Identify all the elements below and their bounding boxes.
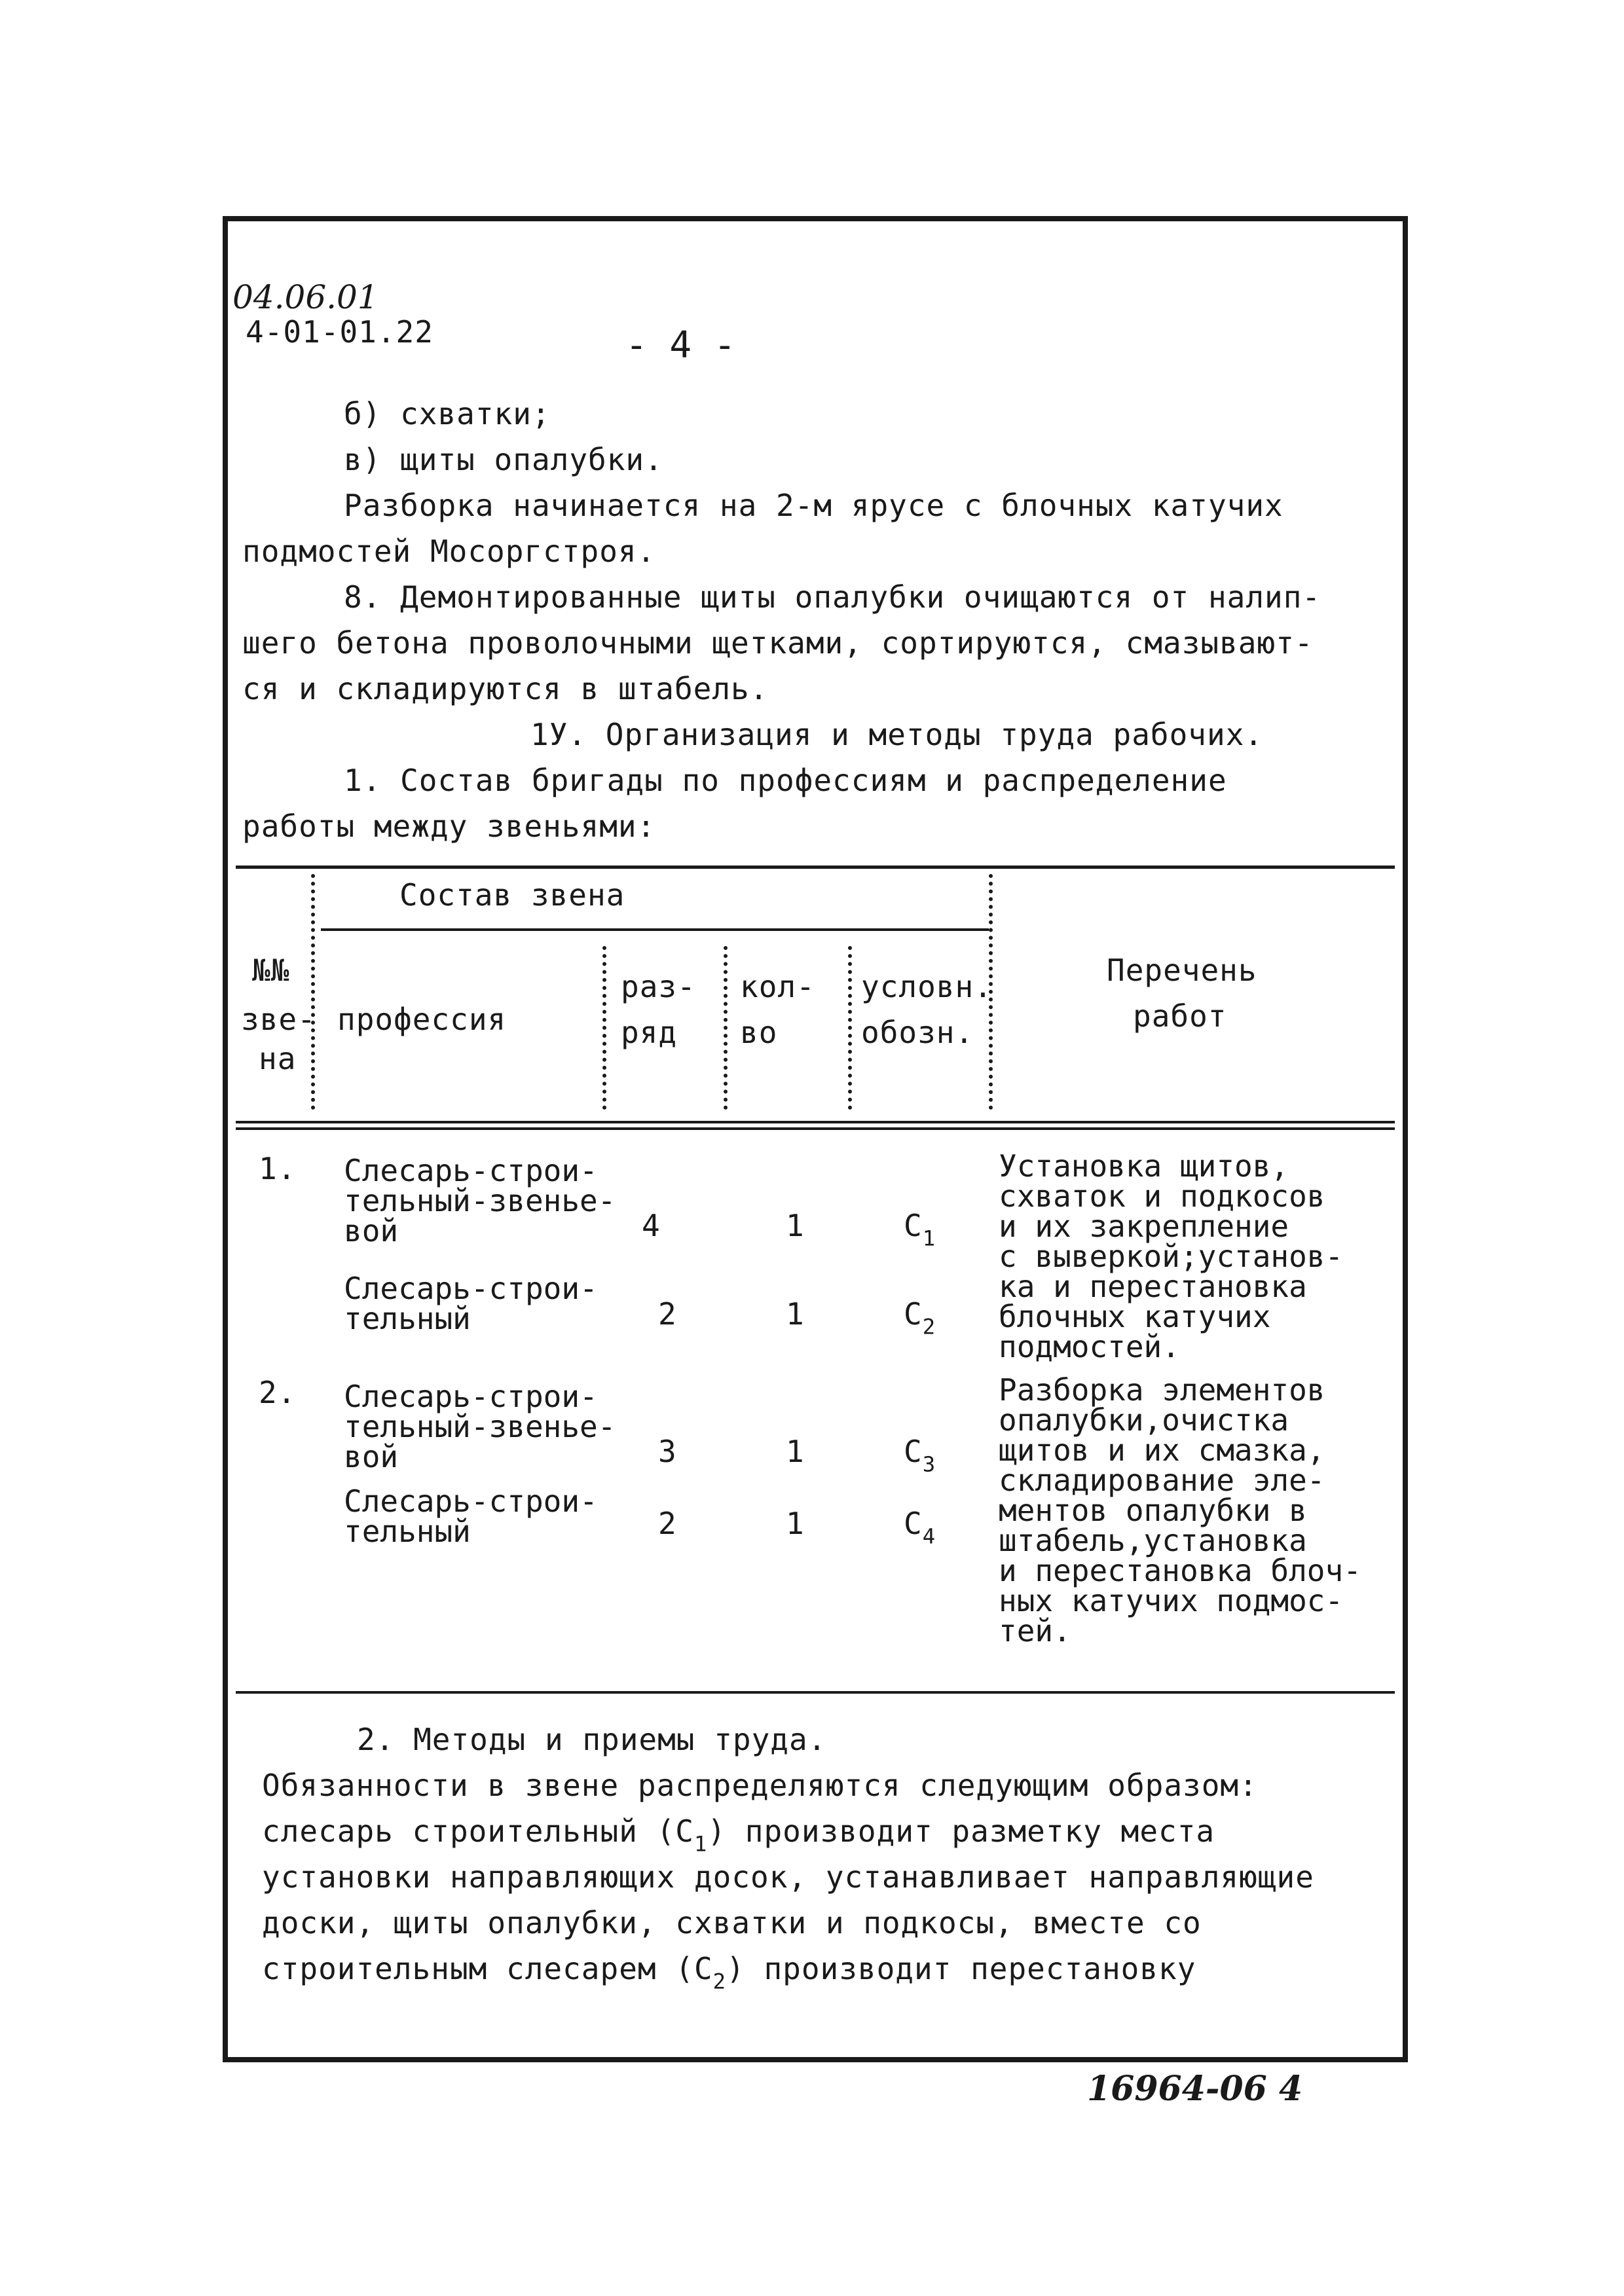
count-cell: 1 [786, 1506, 805, 1541]
symbol-cell [904, 1506, 936, 1548]
symbol-index: 1 [922, 1226, 936, 1251]
paragraph-line: установки направляющих досок, устанавливает направляющие [262, 1859, 1314, 1895]
profession-line: Слесарь-строи- [344, 1271, 598, 1306]
profession-line: вой [344, 1213, 399, 1248]
column-group-header: Состав звена [399, 877, 625, 913]
paragraph-line [262, 1951, 1196, 1994]
column-header-profession: профессия [337, 1002, 507, 1037]
table-top-rule [236, 866, 1395, 869]
symbol-index: 4 [922, 1523, 936, 1549]
symbol-cell [904, 1296, 936, 1339]
works-line: Установка щитов, [999, 1148, 1289, 1184]
text-run: ) производит разметку места [707, 1813, 1215, 1849]
works-cell [999, 1372, 1361, 1649]
group-header-rule [321, 928, 989, 931]
works-line: тей. [999, 1613, 1071, 1649]
column-header-symbol: условн. [861, 969, 993, 1004]
count-cell: 1 [786, 1434, 805, 1469]
works-line: опалубки,очистка [999, 1402, 1289, 1438]
column-header-works: Перечень [1107, 953, 1257, 988]
text-run: слесарь строительный (С [262, 1813, 694, 1849]
paragraph-line [262, 1813, 1215, 1856]
works-line: и перестановка блоч- [999, 1553, 1361, 1588]
column-header-count: кол- [740, 969, 815, 1004]
symbol-index: 2 [712, 1969, 727, 1994]
works-line: складирование эле- [999, 1463, 1325, 1498]
column-header-works: работ [1133, 998, 1227, 1034]
column-separator [311, 874, 320, 1110]
profession-line: тельный [344, 1514, 471, 1549]
column-header-symbol: обозн. [861, 1015, 974, 1050]
profession-line: тельный-звенье- [344, 1183, 616, 1218]
works-line: с выверкой;установ- [999, 1239, 1344, 1274]
works-line: штабель,установка [999, 1523, 1307, 1558]
column-separator [724, 946, 733, 1110]
profession-cell [344, 1484, 598, 1549]
header-rule-2 [236, 1127, 1395, 1130]
profession-line: тельный-звенье- [344, 1409, 616, 1444]
symbol-cell [904, 1208, 936, 1250]
table-bottom-rule [236, 1691, 1395, 1694]
symbol-letter: C [904, 1506, 923, 1541]
column-header-grade: ряд [621, 1015, 678, 1050]
profession-line: вой [344, 1439, 399, 1474]
profession-cell [344, 1273, 598, 1334]
works-line: ных катучих подмос- [999, 1583, 1344, 1618]
column-header-number: на [259, 1041, 297, 1076]
paragraph-line: работы между звеньями: [242, 809, 656, 844]
column-header-count: во [740, 1015, 778, 1050]
paragraph-line: шего бетона проволочными щетками, сортируются, смазывают- [242, 625, 1314, 661]
profession-line: Слесарь-строи- [344, 1153, 598, 1188]
document-code: 4-01-01.22 [246, 314, 434, 350]
profession-cell [344, 1381, 616, 1472]
count-cell: 1 [786, 1296, 805, 1332]
text-run: строительным слесарем (С [262, 1951, 713, 1986]
paragraph-line: доски, щиты опалубки, схватки и подкосы, вместе со [262, 1905, 1202, 1941]
section-heading: 1У. Организация и методы труда рабочих. [530, 717, 1264, 752]
column-header-number: зве- [241, 1002, 316, 1037]
grade-cell: 2 [658, 1506, 677, 1541]
symbol-letter: C [904, 1434, 923, 1469]
column-header-number: №№ [252, 953, 290, 988]
works-line: блочных катучих [999, 1299, 1271, 1334]
text-run: ) производит перестановку [726, 1951, 1196, 1986]
column-separator [848, 946, 857, 1110]
symbol-letter: C [904, 1296, 923, 1332]
symbol-letter: C [904, 1208, 923, 1243]
grade-cell: 4 [642, 1208, 661, 1243]
works-line: подмостей. [999, 1329, 1180, 1364]
header-rule-1 [236, 1121, 1395, 1123]
symbol-cell [904, 1434, 936, 1476]
paragraph-line: Обязанности в звене распределяются следующим образом: [262, 1768, 1258, 1803]
works-line: ка и перестановка [999, 1269, 1307, 1304]
works-cell [999, 1148, 1344, 1364]
symbol-index: 1 [693, 1831, 708, 1857]
section-heading: 2. Методы и приемы труда. [357, 1722, 827, 1757]
row-number: 2. [259, 1375, 297, 1410]
works-line: щитов и их смазка, [999, 1432, 1325, 1468]
paragraph-line: ся и складируются в штабель. [242, 671, 769, 706]
works-line: Разборка элементов [999, 1372, 1325, 1408]
handwritten-code: 04.06.01 [232, 278, 378, 316]
paragraph-line: 8. Демонтированные щиты опалубки очищаются от налип- [344, 579, 1321, 615]
works-line: схваток и подкосов [999, 1178, 1325, 1214]
paragraph-line: подмостей Мосоргстроя. [242, 534, 656, 569]
profession-line: Слесарь-строи- [344, 1379, 598, 1414]
profession-line: Слесарь-строи- [344, 1484, 598, 1519]
document-number: 16964-06 4 [1087, 2069, 1303, 2109]
page-number: - 4 - [625, 324, 736, 367]
count-cell: 1 [786, 1208, 805, 1243]
paragraph-line: Разборка начинается на 2-м ярусе с блочных катучих [344, 488, 1283, 523]
list-item-v: в) щиты опалубки. [344, 442, 663, 477]
symbol-index: 3 [922, 1451, 936, 1477]
symbol-index: 2 [922, 1314, 936, 1339]
works-line: и их закрепление [999, 1209, 1289, 1244]
profession-cell [344, 1153, 616, 1248]
profession-line: тельный [344, 1301, 471, 1336]
row-number: 1. [259, 1151, 297, 1186]
grade-cell: 2 [658, 1296, 677, 1332]
works-line: ментов опалубки в [999, 1493, 1307, 1528]
paragraph-line: 1. Состав бригады по профессиям и распределение [344, 763, 1227, 798]
grade-cell: 3 [658, 1434, 677, 1469]
list-item-b: б) схватки; [344, 396, 551, 431]
column-header-grade: раз- [621, 969, 696, 1004]
column-separator [602, 946, 612, 1110]
